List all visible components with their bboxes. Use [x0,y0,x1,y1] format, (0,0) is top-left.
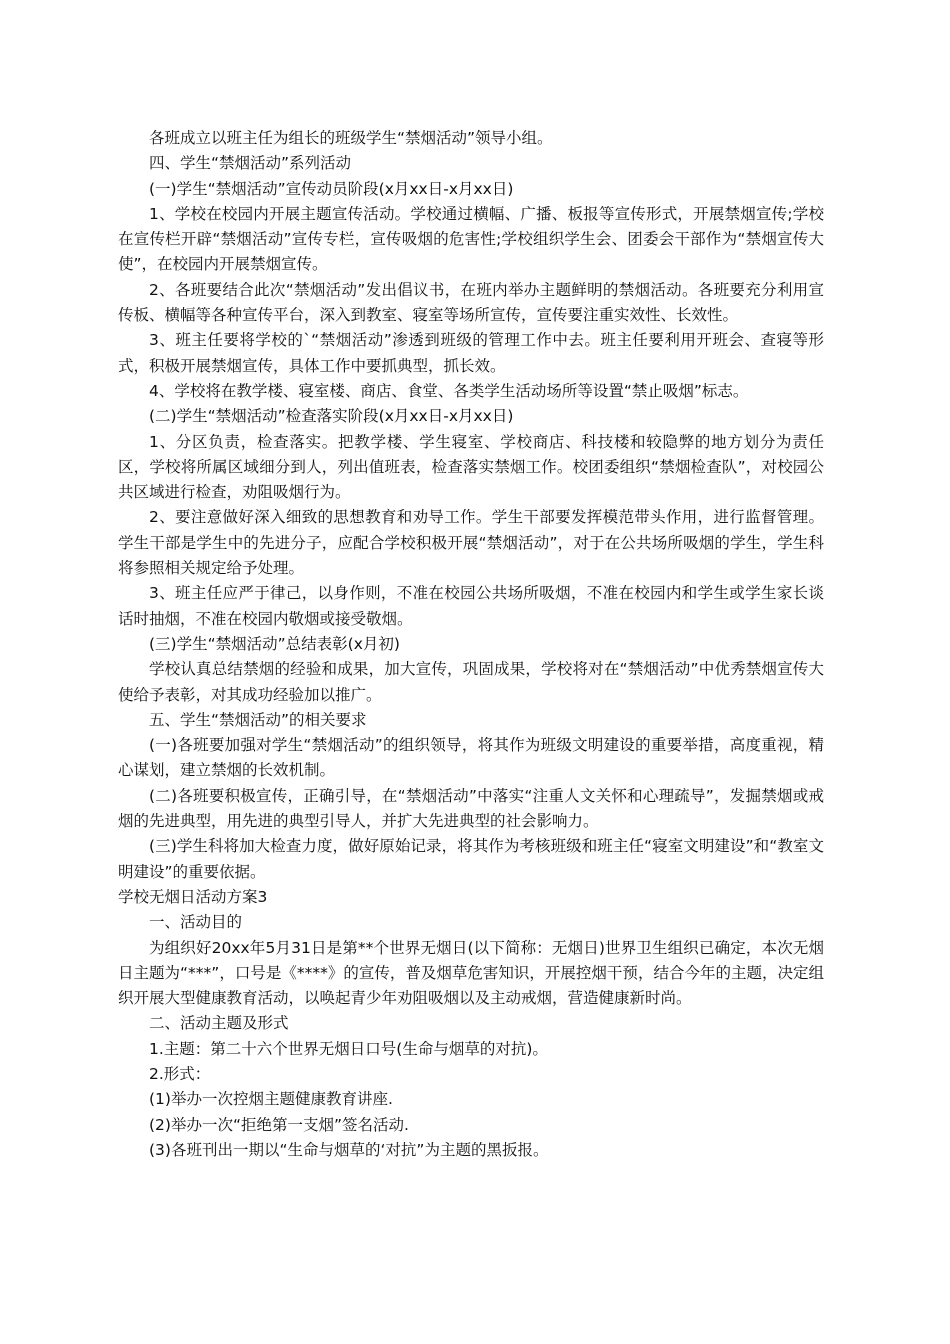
paragraph: 学校认真总结禁烟的经验和成果，加大宣传，巩固成果，学校将对在“禁烟活动”中优秀禁烟宣传大使给予表彰，对其成功经验加以推广。 [118,660,824,704]
paragraph: 各班成立以班主任为组长的班级学生“禁烟活动”领导小组。 [149,129,553,147]
section-heading: 四、学生“禁烟活动”系列活动 [149,154,352,173]
section-heading: 二、活动主题及形式 [149,1014,289,1033]
list-item: (2)举办一次“拒绝第一支烟”签名活动. [149,1115,409,1134]
subsection-heading: (三)学生“禁烟活动”总结表彰(x月初) [149,634,400,653]
paragraph: 3、班主任要将学校的`“禁烟活动”渗透到班级的管理工作中去。班主任要利用开班会、查寝等形式，积极开展禁烟宣传，具体工作中要抓典型，抓长效。 [118,331,824,375]
list-item: (3)各班刊出一期以“生命与烟草的‘对抗”为主题的黑扳报。 [149,1140,549,1159]
document-body [118,126,824,1163]
paragraph: 1、学校在校园内开展主题宣传活动。学校通过横幅、广播、板报等宣传形式，开展禁烟宣传;学校在宣传栏开辟“禁烟活动”宣传专栏，宣传吸烟的危害性;学校组织学生会、团委会干部作为“禁烟宣传大使”，在校园内开展禁烟宣传。 [118,204,824,274]
list-item: 1.主题：第二十六个世界无烟日口号(生命与烟草的对抗)。 [149,1039,548,1058]
paragraph: 2、各班要结合此次“禁烟活动”发出倡议书，在班内举办主题鲜明的禁烟活动。各班要充分利用宣传板、横幅等各种宣传平台，深入到教室、寝室等场所宣传，宣传要注重实效性、长效性。 [118,280,824,325]
paragraph: 2、要注意做好深入细致的思想教育和劝导工作。学生干部要发挥模范带头作用，进行监督管理。学生干部是学生中的先进分子，应配合学校积极开展“禁烟活动”，对于在公共场所吸烟的学生，学生科将参照相关规定给予处理。 [118,508,824,578]
section-heading: 五、学生“禁烟活动”的相关要求 [149,710,367,729]
paragraph: (一)各班要加强对学生“禁烟活动”的组织领导，将其作为班级文明建设的重要举措，高度重视，精心谋划，建立禁烟的长效机制。 [118,736,824,780]
paragraph: 4、学校将在教学楼、寝室楼、商店、食堂、各类学生活动场所等设置“禁止吸烟”标志。 [149,381,749,400]
paragraph: 1、分区负责，检查落实。把教学楼、学生寝室、学校商店、科技楼和较隐弊的地方划分为责任区，学校将所属区域细分到人，列出值班表，检查落实禁烟工作。校团委组织“禁烟检查队”，对校园公共区域进行检查，劝阻吸烟行为。 [118,432,824,502]
paragraph: 为组织好20xx年5月31日是第**个世界无烟日(以下简称：无烟日)世界卫生组织已确定，本次无烟日主题为“***”，口号是《****》的宣传，普及烟草危害知识，开展控烟干预，结合今年的主题，决定组织开展大型健康教育活动，以唤起青少年劝阻吸烟以及主动戒烟，营造健康新时尚。 [118,938,824,1008]
subsection-heading: (二)学生“禁烟活动”检查落实阶段(x月xx日-x月xx日) [149,407,514,426]
subsection-heading: (一)学生“禁烟活动”宣传动员阶段(x月xx日-x月xx日) [149,179,514,198]
paragraph: (二)各班要积极宣传，正确引导，在“禁烟活动”中落实“注重人文关怀和心理疏导”，发掘禁烟或戒烟的先进典型，用先进的典型引导人，并扩大先进典型的社会影响力。 [118,786,824,831]
paragraph: 3、班主任应严于律己，以身作则，不准在校园公共场所吸烟，不准在校园内和学生或学生家长谈话时抽烟，不准在校园内敬烟或接受敬烟。 [118,584,824,628]
section-heading: 一、活动目的 [149,913,243,932]
list-item: 2.形式： [149,1064,211,1083]
document-title: 学校无烟日活动方案3 [118,887,268,906]
paragraph: (三)学生科将加大检查力度，做好原始记录，将其作为考核班级和班主任“寝室文明建设”和“教室文明建设”的重要依据。 [118,837,824,881]
list-item: (1)举办一次控烟主题健康教育讲座. [149,1090,393,1109]
